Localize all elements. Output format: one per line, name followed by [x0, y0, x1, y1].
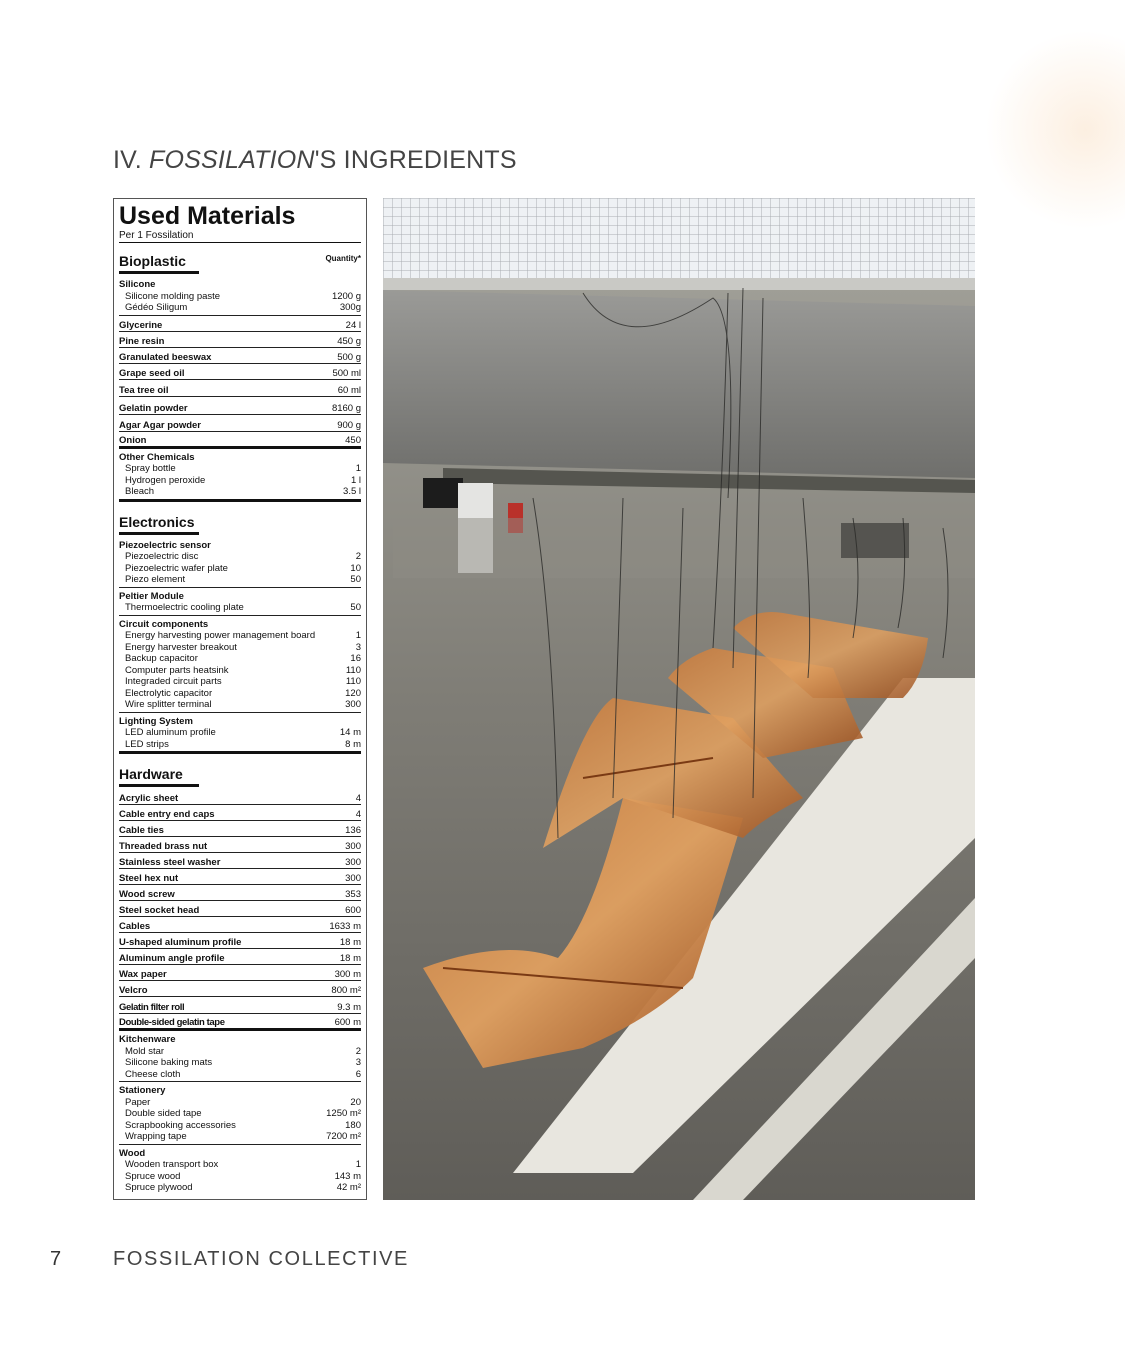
material-row	[119, 1014, 361, 1031]
material-row	[119, 789, 361, 805]
group-item	[119, 602, 361, 614]
material-quantity: 800 m²	[331, 985, 361, 996]
material-row	[119, 901, 361, 917]
category-electronics	[119, 502, 361, 530]
group-title: Wood	[119, 1147, 146, 1159]
material-row	[119, 332, 361, 348]
item-label: Double sided tape	[125, 1108, 202, 1119]
category-bioplastic	[119, 243, 361, 269]
group-item	[119, 630, 361, 642]
material-label: Grape seed oil	[119, 367, 185, 379]
material-label: Glycerine	[119, 319, 163, 331]
group-item	[119, 486, 361, 498]
item-quantity: 1250 m²	[326, 1108, 361, 1119]
group-item	[119, 642, 361, 654]
group-item	[119, 291, 361, 303]
group-item	[119, 688, 361, 700]
category-underline	[119, 271, 199, 274]
material-group	[119, 449, 361, 502]
item-label: Energy harvesting power management board	[125, 630, 316, 641]
item-label: Piezo element	[125, 574, 186, 585]
material-label: Gelatin powder	[119, 402, 188, 414]
item-quantity: 300g	[339, 302, 361, 313]
material-row	[119, 316, 361, 332]
material-quantity: 18 m	[339, 937, 361, 948]
installation-photo	[383, 198, 975, 1200]
panel-title: Used Materials	[119, 202, 296, 230]
section-title-prefix: IV.	[113, 146, 150, 174]
item-quantity: 6	[355, 1068, 361, 1080]
category-title: Bioplastic	[119, 253, 186, 269]
material-row	[119, 415, 361, 432]
material-quantity: 300	[345, 873, 361, 884]
material-quantity: 136	[345, 825, 361, 836]
material-label: U-shaped aluminum profile	[119, 937, 242, 948]
material-quantity: 24 l	[345, 319, 361, 331]
section-title-suffix: 'S INGREDIENTS	[314, 146, 517, 174]
group-item	[119, 463, 361, 475]
material-quantity: 60 ml	[337, 384, 361, 396]
speaker-left	[423, 478, 463, 508]
material-row	[119, 348, 361, 364]
item-quantity: 143 m	[334, 1170, 361, 1182]
material-row	[119, 837, 361, 853]
item-quantity: 8 m	[345, 738, 361, 750]
material-group	[119, 1031, 361, 1082]
item-label: Piezoelectric disc	[125, 551, 199, 562]
item-label: Gédéo Siligum	[125, 302, 188, 313]
item-quantity: 1	[355, 463, 361, 474]
category-underline	[119, 532, 199, 535]
material-row	[119, 432, 361, 449]
item-label: Spruce plywood	[125, 1182, 193, 1193]
group-title: Piezoelectric sensor	[119, 539, 211, 551]
group-item	[119, 551, 361, 563]
item-label: LED aluminum profile	[125, 727, 216, 738]
material-quantity: 500 ml	[332, 367, 361, 379]
material-group	[119, 588, 361, 616]
material-label: Wood screw	[119, 889, 175, 900]
item-quantity: 3	[355, 641, 361, 653]
corner-glow	[985, 30, 1125, 230]
material-label: Cables	[119, 921, 151, 932]
group-item	[119, 699, 361, 711]
group-title: Stationery	[119, 1085, 166, 1096]
footer-title: FOSSILATION COLLECTIVE	[113, 1248, 410, 1270]
material-quantity: 500 g	[337, 351, 361, 363]
material-label: Steel socket head	[119, 905, 200, 916]
material-label: Double-sided gelatin tape	[119, 1017, 225, 1028]
section-title	[113, 146, 517, 175]
item-label: Computer parts heatsink	[125, 664, 229, 676]
group-item	[119, 1131, 361, 1143]
group-item	[119, 1159, 361, 1171]
group-item	[119, 1057, 361, 1069]
item-quantity: 1200 g	[331, 290, 361, 302]
material-row	[119, 821, 361, 837]
material-quantity: 300	[345, 841, 361, 852]
group-item	[119, 1069, 361, 1081]
category-hardware	[119, 754, 361, 782]
panel-subtitle: Per 1 Fossilation	[119, 230, 361, 243]
material-label: Steel hex nut	[119, 873, 179, 884]
material-row	[119, 933, 361, 949]
group-item	[119, 563, 361, 575]
group-item	[119, 1182, 361, 1194]
item-quantity: 120	[345, 687, 361, 699]
material-label: Agar Agar powder	[119, 419, 201, 431]
material-quantity: 4	[355, 793, 361, 804]
material-label: Onion	[119, 434, 147, 446]
material-quantity: 9.3 m	[337, 1002, 361, 1013]
item-quantity: 300	[345, 699, 361, 710]
material-quantity: 450 g	[337, 335, 361, 347]
item-label: Wooden transport box	[125, 1159, 219, 1170]
group-title: Lighting System	[119, 715, 193, 727]
material-quantity: 300 m	[334, 969, 361, 980]
category-title: Hardware	[119, 766, 183, 782]
material-quantity: 600	[345, 905, 361, 916]
material-quantity: 300	[345, 857, 361, 868]
material-row	[119, 364, 361, 380]
material-quantity: 18 m	[339, 953, 361, 964]
material-label: Gelatin filter roll	[119, 1002, 185, 1013]
group-item	[119, 727, 361, 739]
group-item	[119, 1108, 361, 1120]
group-item	[119, 574, 361, 586]
material-row	[119, 917, 361, 933]
group-item	[119, 475, 361, 487]
item-label: Bleach	[125, 486, 155, 497]
page-number: 7	[50, 1248, 62, 1270]
item-label: LED strips	[125, 738, 169, 750]
material-row	[119, 869, 361, 885]
item-quantity: 50	[350, 602, 361, 613]
group-title: Peltier Module	[119, 590, 184, 602]
group-item	[119, 1120, 361, 1132]
material-label: Cable entry end caps	[119, 809, 215, 820]
item-quantity: 3.5 l	[343, 486, 361, 497]
section-title-italic: FOSSILATION	[149, 146, 315, 174]
material-row	[119, 397, 361, 415]
material-group	[119, 537, 361, 588]
item-quantity: 42 m²	[336, 1182, 361, 1193]
group-item	[119, 1046, 361, 1058]
material-group	[119, 616, 361, 713]
item-label: Cheese cloth	[125, 1068, 181, 1080]
group-item	[119, 676, 361, 688]
item-label: Silicone baking mats	[125, 1057, 213, 1068]
material-row	[119, 853, 361, 869]
material-label: Aluminum angle profile	[119, 953, 225, 964]
item-label: Scrapbooking accessories	[125, 1119, 236, 1131]
material-quantity: 1633 m	[329, 921, 361, 932]
item-label: Energy harvester breakout	[125, 641, 237, 653]
material-row	[119, 380, 361, 397]
item-label: Hydrogen peroxide	[125, 474, 206, 486]
item-label: Backup capacitor	[125, 653, 198, 664]
quantity-header: Quantity*	[325, 254, 361, 263]
material-label: Granulated beeswax	[119, 351, 212, 363]
item-label: Thermoelectric cooling plate	[125, 602, 244, 613]
item-label: Electrolytic capacitor	[125, 687, 213, 699]
group-item	[119, 1171, 361, 1183]
group-item	[119, 302, 361, 314]
material-label: Wax paper	[119, 969, 167, 980]
item-quantity: 2	[355, 551, 361, 562]
item-quantity: 180	[345, 1119, 361, 1131]
material-group	[119, 276, 361, 316]
material-label: Stainless steel washer	[119, 857, 221, 868]
used-materials-panel	[113, 198, 367, 1200]
material-row	[119, 997, 361, 1014]
category-title: Electronics	[119, 513, 195, 530]
item-quantity: 1	[355, 630, 361, 641]
material-label: Cable ties	[119, 825, 164, 836]
item-label: Spruce wood	[125, 1170, 181, 1182]
item-quantity: 50	[350, 574, 361, 585]
installation-illustration	[383, 198, 975, 1200]
group-title: Silicone	[119, 279, 156, 290]
item-quantity: 10	[350, 562, 361, 574]
group-item	[119, 1097, 361, 1109]
item-quantity: 1 l	[350, 474, 361, 486]
group-item	[119, 739, 361, 751]
group-item	[119, 653, 361, 665]
item-label: Integraded circuit parts	[125, 676, 222, 687]
item-quantity: 110	[345, 664, 361, 676]
item-label: Silicone molding paste	[125, 290, 221, 302]
material-group	[119, 1082, 361, 1145]
material-label: Velcro	[119, 985, 148, 996]
material-group	[119, 1145, 361, 1195]
group-title: Circuit components	[119, 618, 209, 630]
material-row	[119, 981, 361, 997]
material-quantity: 353	[345, 889, 361, 900]
item-quantity: 20	[350, 1096, 361, 1108]
gallery-beam	[383, 290, 975, 478]
material-label: Pine resin	[119, 335, 165, 347]
material-quantity: 900 g	[337, 419, 361, 431]
category-underline	[119, 784, 199, 787]
group-item	[119, 665, 361, 677]
material-label: Tea tree oil	[119, 384, 169, 396]
item-quantity: 110	[345, 676, 361, 687]
material-row	[119, 885, 361, 901]
item-quantity: 1	[355, 1159, 361, 1170]
material-quantity: 600 m	[334, 1017, 361, 1028]
material-group	[119, 713, 361, 755]
item-quantity: 3	[355, 1057, 361, 1068]
material-quantity: 8160 g	[331, 402, 361, 414]
material-quantity: 4	[355, 809, 361, 820]
window-grid	[383, 198, 975, 288]
item-label: Paper	[125, 1096, 151, 1108]
material-label: Acrylic sheet	[119, 793, 179, 804]
item-quantity: 14 m	[339, 727, 361, 738]
item-quantity: 16	[350, 653, 361, 664]
material-row	[119, 965, 361, 981]
material-label: Threaded brass nut	[119, 841, 208, 852]
group-title: Kitchenware	[119, 1034, 176, 1045]
item-label: Piezoelectric wafer plate	[125, 562, 228, 574]
group-title: Other Chemicals	[119, 451, 195, 463]
material-row	[119, 805, 361, 821]
material-quantity: 450	[345, 434, 361, 446]
item-label: Wrapping tape	[125, 1131, 187, 1142]
item-quantity: 2	[355, 1045, 361, 1057]
item-quantity: 7200 m²	[326, 1131, 361, 1142]
item-label: Wire splitter terminal	[125, 699, 212, 710]
item-label: Spray bottle	[125, 463, 176, 474]
item-label: Mold star	[125, 1045, 165, 1057]
material-row	[119, 949, 361, 965]
